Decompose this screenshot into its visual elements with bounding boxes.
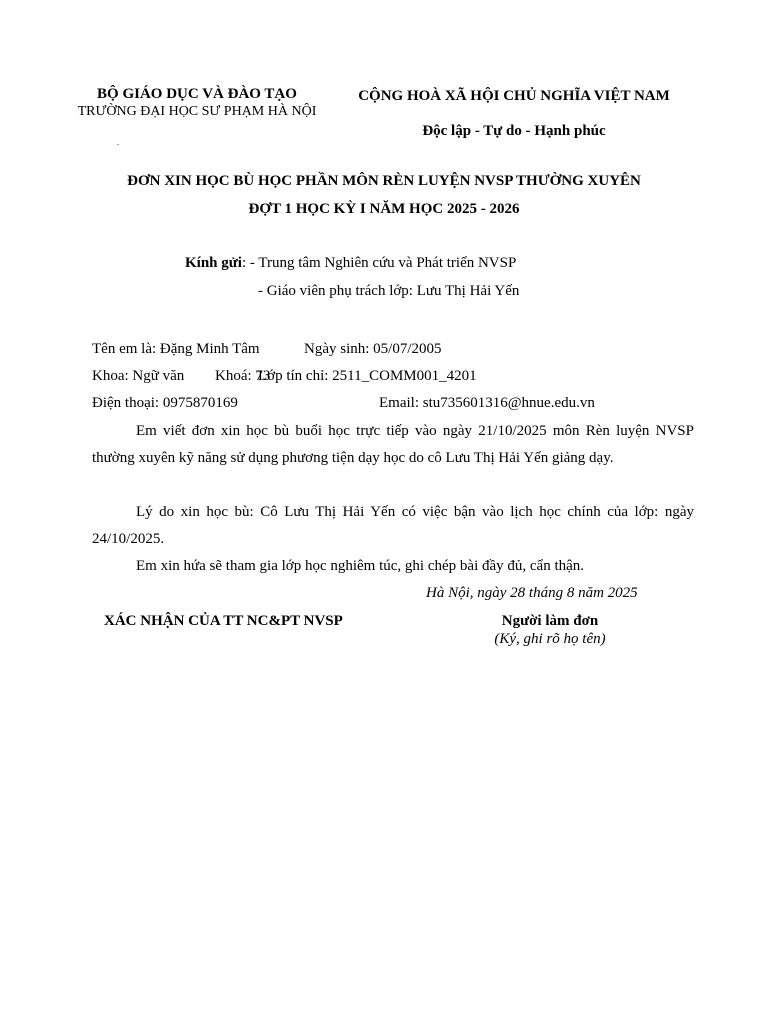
ministry-name: BỘ GIÁO DỤC VÀ ĐÀO TẠO (97, 86, 297, 102)
addressee-recipient-2: - Giáo viên phụ trách lớp: Lưu Thị Hải Yến (258, 283, 520, 299)
place-date: Hà Nội, ngày 28 tháng 8 năm 2025 (426, 585, 638, 601)
request-paragraph: Em viết đơn xin học bù buổi học trực tiếp vào ngày 21/10/2025 môn Rèn luyện NVSP thường xuyên kỹ năng sử dụng phương tiện dạy học do cô Lưu Thị Hải Yến giảng dạy. (92, 423, 694, 466)
addressee-line-1 (185, 255, 516, 272)
student-class: Lớp tín chỉ: 2511_COMM001_4201 (258, 368, 477, 384)
student-phone: Điện thoại: 0975870169 (92, 395, 238, 411)
student-name: Tên em là: Đặng Minh Tâm (92, 341, 260, 357)
national-motto: Độc lập - Tự do - Hạnh phúc (422, 123, 606, 139)
addressee-recipient-1: : - Trung tâm Nghiên cứu và Phát triển NVSP (241, 255, 517, 271)
student-cohort: Khoá: 73 (215, 368, 271, 384)
promise-paragraph: Em xin hứa sẽ tham gia lớp học nghiêm túc, ghi chép bài đầy đủ, cẩn thận. (136, 558, 585, 574)
country-name: CỘNG HOÀ XÃ HỘI CHỦ NGHĨA VIỆT NAM (358, 88, 670, 104)
student-email: Email: stu735601316@hnue.edu.vn (379, 395, 595, 411)
header-dot: . (117, 138, 119, 147)
addressee-label: Kính gửi (185, 255, 242, 271)
student-faculty: Khoa: Ngữ văn (92, 368, 185, 384)
document-title: ĐƠN XIN HỌC BÙ HỌC PHẦN MÔN RÈN LUYỆN NVSP THƯỜNG XUYÊN (127, 173, 641, 189)
signature-note: (Ký, ghi rõ họ tên) (494, 631, 606, 647)
applicant-heading: Người làm đơn (501, 613, 599, 629)
reason-paragraph: Lý do xin học bù: Cô Lưu Thị Hải Yến có việc bận vào lịch học chính của lớp: ngày 24/10/2025. (92, 504, 694, 547)
university-name: TRƯỜNG ĐẠI HỌC SƯ PHẠM HÀ NỘI (77, 104, 317, 119)
student-dob: Ngày sinh: 05/07/2005 (304, 341, 442, 357)
confirmation-heading: XÁC NHẬN CỦA TT NC&PT NVSP (104, 613, 343, 629)
document-subtitle: ĐỢT 1 HỌC KỲ I NĂM HỌC 2025 - 2026 (248, 201, 520, 217)
